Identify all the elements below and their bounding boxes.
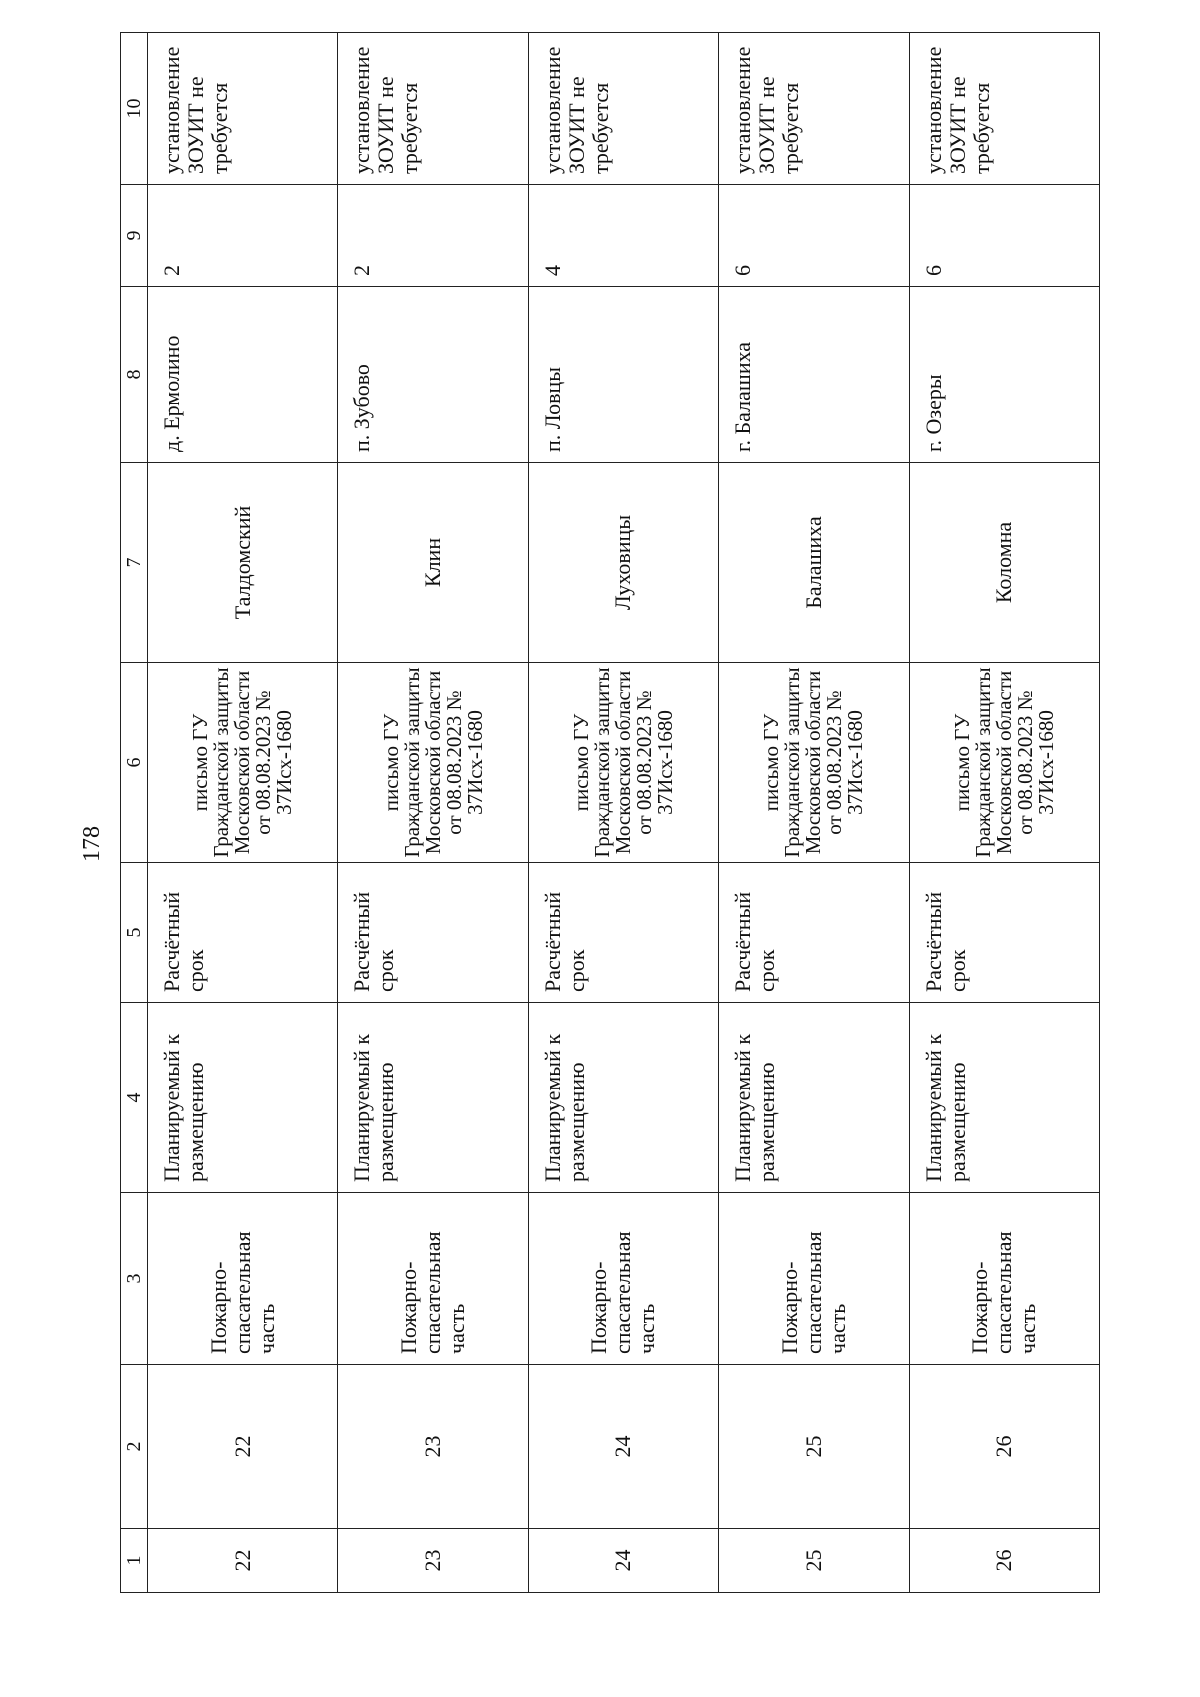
capacity-cell: 6: [719, 185, 909, 287]
status-cell: Планируемый к размещению: [148, 1003, 338, 1193]
column-number-1: 1: [121, 1529, 148, 1593]
row-index-cell: 25: [719, 1529, 909, 1593]
locality-cell: г. Озеры: [909, 287, 1099, 463]
column-number-3: 3: [121, 1193, 148, 1365]
locality-cell: г. Балашиха: [719, 287, 909, 463]
object-number-cell: 23: [338, 1365, 528, 1529]
district-cell: Клин: [338, 463, 528, 663]
capacity-cell: 2: [148, 185, 338, 287]
object-number-cell: 25: [719, 1365, 909, 1529]
column-number-5: 5: [121, 863, 148, 1003]
locality-cell: п. Зубово: [338, 287, 528, 463]
district-cell: Луховицы: [528, 463, 718, 663]
status-cell: Планируемый к размещению: [528, 1003, 718, 1193]
object-name-cell: Пожарно-спасательная часть: [338, 1193, 528, 1365]
source-document-cell: письмо ГУ Гражданской защиты Московской области от 08.08.2023 № 37Исх-1680: [909, 663, 1099, 863]
object-name-cell: Пожарно-спасательная часть: [909, 1193, 1099, 1365]
status-cell: Планируемый к размещению: [909, 1003, 1099, 1193]
row-index-cell: 23: [338, 1529, 528, 1593]
object-number-cell: 24: [528, 1365, 718, 1529]
zone-status-cell: установление ЗОУИТ не требуется: [719, 33, 909, 185]
source-document-cell: письмо ГУ Гражданской защиты Московской области от 08.08.2023 № 37Исх-1680: [148, 663, 338, 863]
object-name-cell: Пожарно-спасательная часть: [528, 1193, 718, 1365]
source-document-cell: письмо ГУ Гражданской защиты Московской области от 08.08.2023 № 37Исх-1680: [338, 663, 528, 863]
column-number-6: 6: [121, 663, 148, 863]
district-cell: Талдомский: [148, 463, 338, 663]
column-number-2: 2: [121, 1365, 148, 1529]
term-cell: Расчётный срок: [148, 863, 338, 1003]
district-cell: Балашиха: [719, 463, 909, 663]
zone-status-cell: установление ЗОУИТ не требуется: [338, 33, 528, 185]
capacity-cell: 2: [338, 185, 528, 287]
column-number-7: 7: [121, 463, 148, 663]
table-row: [338, 33, 528, 1593]
zone-status-cell: установление ЗОУИТ не требуется: [528, 33, 718, 185]
term-cell: Расчётный срок: [338, 863, 528, 1003]
source-document-cell: письмо ГУ Гражданской защиты Московской области от 08.08.2023 № 37Исх-1680: [528, 663, 718, 863]
status-cell: Планируемый к размещению: [719, 1003, 909, 1193]
source-document-cell: письмо ГУ Гражданской защиты Московской области от 08.08.2023 № 37Исх-1680: [719, 663, 909, 863]
table-row: [719, 33, 909, 1593]
term-cell: Расчётный срок: [528, 863, 718, 1003]
facilities-table: [120, 32, 1100, 1593]
column-number-9: 9: [121, 185, 148, 287]
rotated-table-container: [120, 46, 1100, 1593]
table-header-row: [121, 33, 148, 1593]
term-cell: Расчётный срок: [909, 863, 1099, 1003]
capacity-cell: 6: [909, 185, 1099, 287]
table-row: [528, 33, 718, 1593]
object-number-cell: 26: [909, 1365, 1099, 1529]
zone-status-cell: установление ЗОУИТ не требуется: [909, 33, 1099, 185]
term-cell: Расчётный срок: [719, 863, 909, 1003]
table-row: [909, 33, 1099, 1593]
page-number: 178: [79, 826, 105, 862]
column-number-10: 10: [121, 33, 148, 185]
locality-cell: п. Ловцы: [528, 287, 718, 463]
column-number-4: 4: [121, 1003, 148, 1193]
row-index-cell: 22: [148, 1529, 338, 1593]
capacity-cell: 4: [528, 185, 718, 287]
row-index-cell: 24: [528, 1529, 718, 1593]
object-name-cell: Пожарно-спасательная часть: [148, 1193, 338, 1365]
status-cell: Планируемый к размещению: [338, 1003, 528, 1193]
column-number-8: 8: [121, 287, 148, 463]
object-name-cell: Пожарно-спасательная часть: [719, 1193, 909, 1365]
zone-status-cell: установление ЗОУИТ не требуется: [148, 33, 338, 185]
object-number-cell: 22: [148, 1365, 338, 1529]
locality-cell: д. Ермолино: [148, 287, 338, 463]
row-index-cell: 26: [909, 1529, 1099, 1593]
table-row: [148, 33, 338, 1593]
district-cell: Коломна: [909, 463, 1099, 663]
